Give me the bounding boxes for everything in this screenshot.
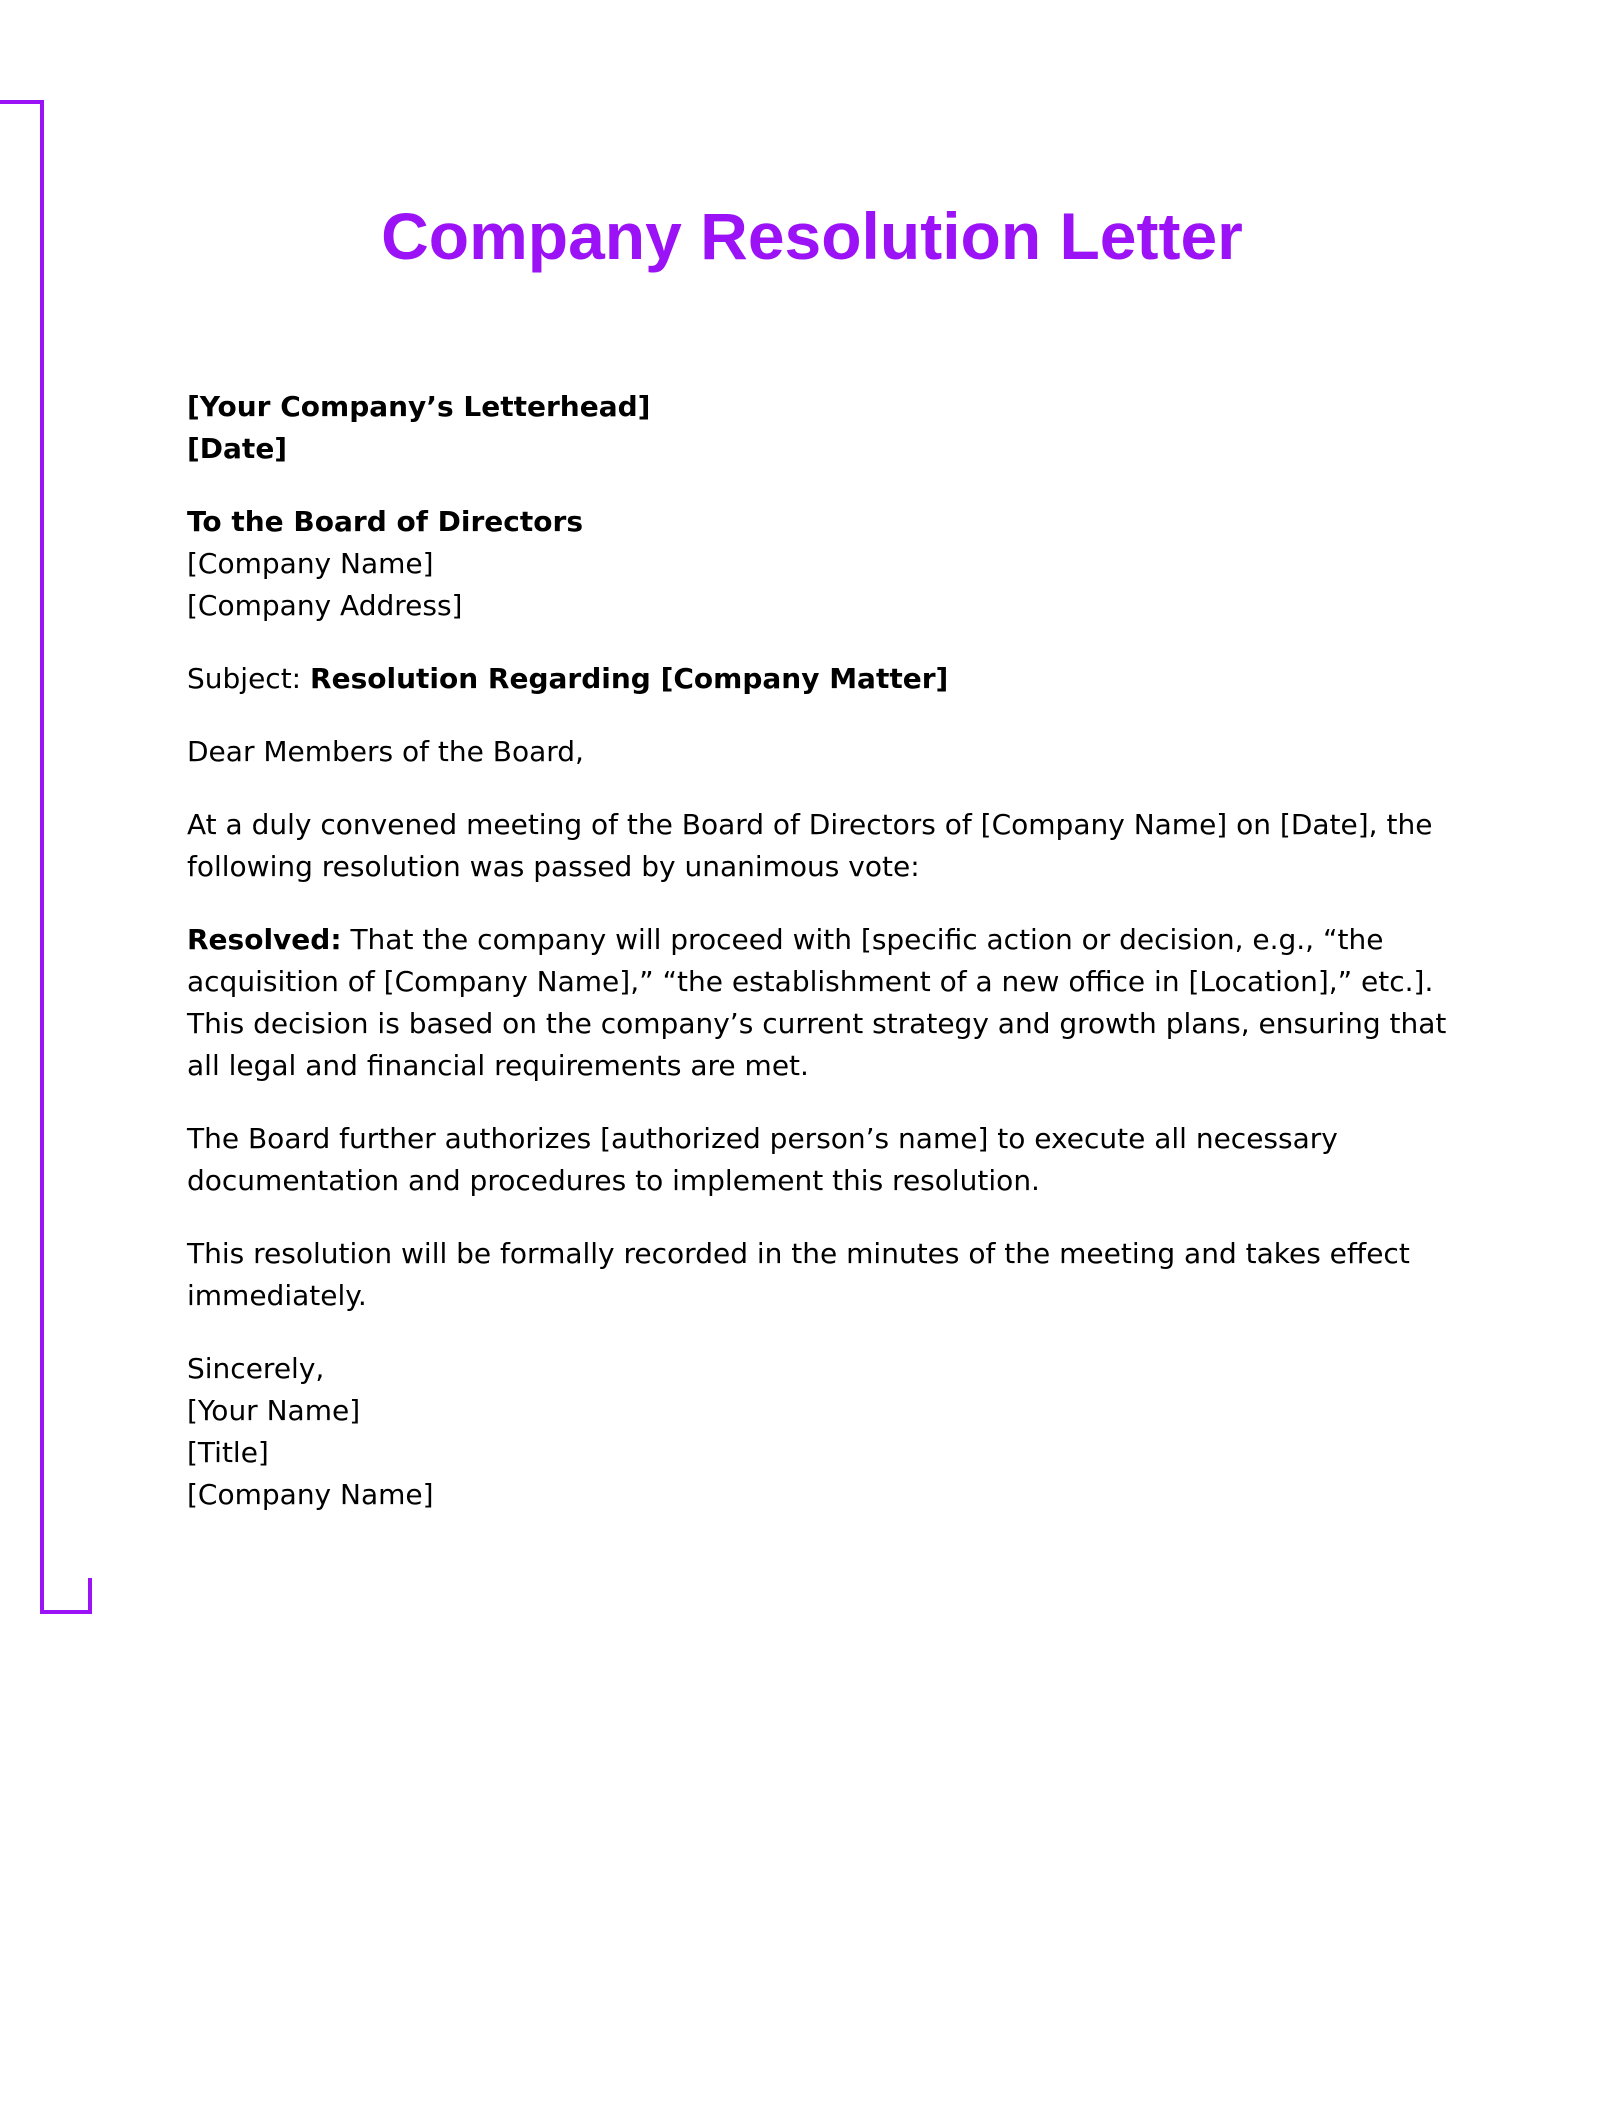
paragraph-authorization: The Board further authorizes [authorized person’s name] to execute all necessary documentation and procedures to implement this resolution. (187, 1122, 1338, 1197)
subject-line (187, 658, 1447, 700)
salutation: Dear Members of the Board, (187, 735, 584, 768)
closing-name: [Your Name] (187, 1394, 361, 1427)
bracket-top-arm (0, 100, 44, 104)
letter-header (187, 386, 1447, 470)
paragraph-resolved (187, 919, 1447, 1087)
recipient-block (187, 501, 1447, 627)
closing-company: [Company Name] (187, 1478, 434, 1511)
bracket-bottom-arm (40, 1610, 92, 1614)
letterhead: [Your Company’s Letterhead] (187, 390, 651, 423)
closing-title: [Title] (187, 1436, 269, 1469)
letter-body (187, 386, 1447, 1547)
paragraph-effect: This resolution will be formally recorded in the minutes of the meeting and takes effect immediately. (187, 1237, 1410, 1312)
subject-label: Subject: (187, 662, 311, 695)
recipient-company-address: [Company Address] (187, 589, 463, 622)
subject-text: Resolution Regarding [Company Matter] (310, 662, 949, 695)
letter-date: [Date] (187, 432, 288, 465)
recipient-line-1: To the Board of Directors (187, 505, 583, 538)
recipient-company-name: [Company Name] (187, 547, 434, 580)
resolved-text: That the company will proceed with [specific action or decision, e.g., “the acquisition of [Company Name],” “the establishment of a new office in [Location],” etc.]. This decision is based on the company’s current strategy and growth plans, ensuring that all legal and financial requirements are met. (187, 923, 1447, 1082)
document-title: Company Resolution Letter (381, 199, 1243, 273)
closing-block (187, 1348, 1447, 1516)
closing-sincerely: Sincerely, (187, 1352, 325, 1385)
resolved-label: Resolved: (187, 923, 342, 956)
paragraph-meeting: At a duly convened meeting of the Board of Directors of [Company Name] on [Date], the following resolution was passed by unanimous vote: (187, 808, 1433, 883)
bracket-vertical-line (40, 100, 44, 1614)
bracket-bottom-hook (88, 1578, 92, 1614)
